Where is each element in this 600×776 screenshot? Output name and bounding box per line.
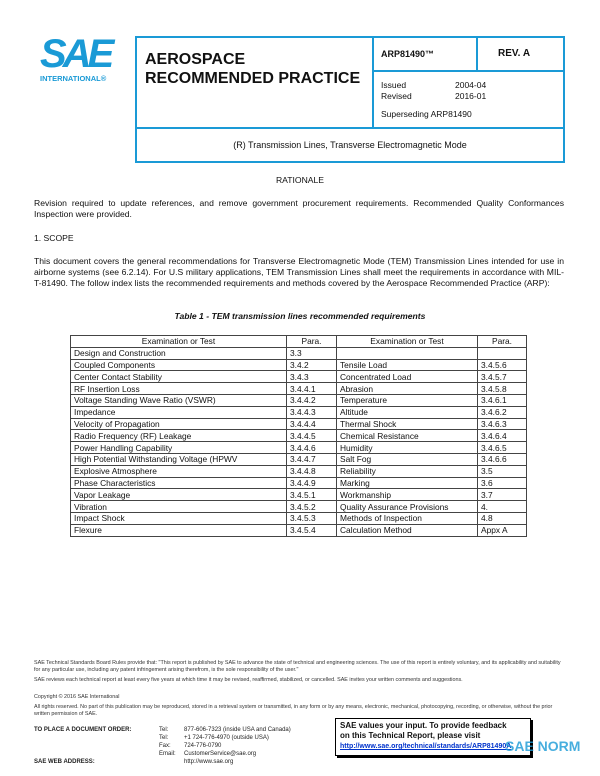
table-row bbox=[71, 465, 527, 477]
table-cell: Coupled Components bbox=[71, 359, 287, 371]
table-row bbox=[71, 371, 527, 383]
table-cell: Impedance bbox=[71, 406, 287, 418]
issued-label: Issued bbox=[381, 80, 407, 90]
column-header: Examination or Test bbox=[71, 336, 287, 348]
table-cell: Radio Frequency (RF) Leakage bbox=[71, 430, 287, 442]
table-cell: 3.3 bbox=[287, 347, 337, 359]
contact-row bbox=[159, 742, 291, 750]
table-cell: 3.4.5.4 bbox=[287, 524, 337, 536]
logo-subtext: INTERNATIONAL® bbox=[40, 74, 107, 83]
contact-value: +1 724-776-4970 (outside USA) bbox=[184, 735, 269, 741]
feedback-link[interactable]: http://www.sae.org/technical/standards/ARP81490A bbox=[340, 743, 512, 750]
table-cell: 3.4.4.3 bbox=[287, 406, 337, 418]
table-cell: Concentrated Load bbox=[337, 371, 478, 383]
table-cell: Chemical Resistance bbox=[337, 430, 478, 442]
superseding: Superseding ARP81490 bbox=[381, 109, 472, 119]
table-cell: Phase Characteristics bbox=[71, 477, 287, 489]
table-cell: 3.4.4.8 bbox=[287, 465, 337, 477]
table-cell: 3.7 bbox=[478, 489, 527, 501]
logo-text: SAE bbox=[40, 32, 111, 76]
table-row bbox=[71, 501, 527, 513]
order-info bbox=[34, 726, 291, 766]
rights-notice: All rights reserved. No part of this publication may be reproduced, stored in a retrieval system or transmitted, in any form or by any means, electronic, mechanical, photocopying, recording, or otherwise, without the prior written permission of SAE. bbox=[34, 704, 553, 717]
table-cell: 3.4.5.7 bbox=[478, 371, 527, 383]
table-cell: Velocity of Propagation bbox=[71, 418, 287, 430]
column-header: Examination or Test bbox=[337, 336, 478, 348]
contact-value: 877-606-7323 (inside USA and Canada) bbox=[184, 727, 291, 733]
table-cell: Flexure bbox=[71, 524, 287, 536]
table-cell: 3.4.6.6 bbox=[478, 453, 527, 465]
table-cell: Appx A bbox=[478, 524, 527, 536]
table-cell: Salt Fog bbox=[337, 453, 478, 465]
table-cell: 3.4.4.1 bbox=[287, 383, 337, 395]
table-cell: Center Contact Stability bbox=[71, 371, 287, 383]
order-label: TO PLACE A DOCUMENT ORDER: bbox=[34, 727, 132, 733]
table-cell: 3.4.4.5 bbox=[287, 430, 337, 442]
table-row bbox=[71, 512, 527, 524]
table-row bbox=[71, 347, 527, 359]
web-label: SAE WEB ADDRESS: bbox=[34, 759, 95, 765]
requirements-table bbox=[70, 335, 527, 537]
table-cell bbox=[337, 347, 478, 359]
contact-label: Email: bbox=[159, 751, 176, 757]
contact-row bbox=[159, 734, 291, 742]
title-line-2: RECOMMENDED PRACTICE bbox=[145, 70, 361, 87]
table-cell: Calculation Method bbox=[337, 524, 478, 536]
table-cell: 3.4.4.4 bbox=[287, 418, 337, 430]
contact-row bbox=[159, 750, 291, 758]
table-cell: Design and Construction bbox=[71, 347, 287, 359]
revised-label: Revised bbox=[381, 91, 412, 101]
table-row bbox=[71, 406, 527, 418]
table-cell: Explosive Atmosphere bbox=[71, 465, 287, 477]
table-row bbox=[71, 430, 527, 442]
table-cell: Impact Shock bbox=[71, 512, 287, 524]
table-cell: Abrasion bbox=[337, 383, 478, 395]
table-cell: 3.4.5.6 bbox=[478, 359, 527, 371]
contact-label: Tel: bbox=[159, 727, 169, 733]
table-cell: 3.4.4.6 bbox=[287, 442, 337, 454]
table-cell bbox=[478, 347, 527, 359]
table-row bbox=[71, 477, 527, 489]
copyright: Copyright © 2016 SAE International bbox=[34, 694, 120, 700]
table-row bbox=[71, 394, 527, 406]
feedback-line-2: on this Technical Report, please visit bbox=[340, 731, 481, 740]
table-caption: Table 1 - TEM transmission lines recommended requirements bbox=[174, 311, 426, 321]
table-row bbox=[71, 418, 527, 430]
table-cell: Reliability bbox=[337, 465, 478, 477]
table-cell: Altitude bbox=[337, 406, 478, 418]
table-cell: Quality Assurance Provisions bbox=[337, 501, 478, 513]
feedback-box bbox=[335, 718, 531, 756]
issued-value: 2004-04 bbox=[455, 80, 487, 90]
table-cell: Workmanship bbox=[337, 489, 478, 501]
scope-text: This document covers the general recommendations for Transverse Electromagnetic Mode (TEM) Transmission Lines intended for use in airborne systems (see 6.2.14). For U.S military applications, TEM Transmission Lines shall meet the requirements in accordance with MIL-T-81490. The follow index lists the recommended requirements and methods covered by the Aerospace Recommended Practice (ARP): bbox=[34, 256, 564, 288]
table-row bbox=[71, 524, 527, 536]
column-header: Para. bbox=[478, 336, 527, 348]
watermark: SAE NORM bbox=[505, 738, 581, 754]
table-cell: 3.4.3 bbox=[287, 371, 337, 383]
rationale-heading: RATIONALE bbox=[275, 175, 325, 185]
revised-value: 2016-01 bbox=[455, 91, 487, 101]
table-cell: Voltage Standing Wave Ratio (VSWR) bbox=[71, 394, 287, 406]
table-cell: High Potential Withstanding Voltage (HPWV bbox=[71, 453, 287, 465]
revision: REV. A bbox=[478, 38, 563, 72]
feedback-line-1: SAE values your input. To provide feedback bbox=[340, 721, 507, 730]
table-cell: Power Handling Capability bbox=[71, 442, 287, 454]
contact-value: CustomerService@sae.org bbox=[184, 751, 257, 757]
column-header: Para. bbox=[287, 336, 337, 348]
document-dates bbox=[374, 72, 563, 129]
table-cell: 3.4.6.5 bbox=[478, 442, 527, 454]
table-cell: Vapor Leakage bbox=[71, 489, 287, 501]
table-cell: 3.4.6.4 bbox=[478, 430, 527, 442]
footer-disclaimer: SAE Technical Standards Board Rules provide that: "This report is published by SAE to advance the state of technical and engineering sciences. The use of this report is entirely voluntary, and its applicability and suitability for any particular use, including any patent infringement arising therefrom, is the sole responsibility of the user." bbox=[34, 660, 561, 673]
table-cell: RF Insertion Loss bbox=[71, 383, 287, 395]
table-cell: 3.4.6.1 bbox=[478, 394, 527, 406]
table-cell: Marking bbox=[337, 477, 478, 489]
footer-review: SAE reviews each technical report at least every five years at which time it may be revised, reaffirmed, stabilized, or cancelled. SAE invites your written comments and suggestions. bbox=[34, 677, 463, 683]
table-cell: 3.4.5.1 bbox=[287, 489, 337, 501]
table-cell: 3.4.4.2 bbox=[287, 394, 337, 406]
scope-heading: 1. SCOPE bbox=[34, 233, 74, 243]
table-cell: 3.4.6.3 bbox=[478, 418, 527, 430]
table-cell: 3.4.4.9 bbox=[287, 477, 337, 489]
table-cell: 4. bbox=[478, 501, 527, 513]
table-cell: Tensile Load bbox=[337, 359, 478, 371]
table-row bbox=[71, 489, 527, 501]
table-cell: Vibration bbox=[71, 501, 287, 513]
table-cell: Thermal Shock bbox=[337, 418, 478, 430]
web-address[interactable]: http://www.sae.org bbox=[184, 759, 234, 765]
table-cell: 4.8 bbox=[478, 512, 527, 524]
contact-row bbox=[159, 726, 291, 734]
table-cell: Methods of Inspection bbox=[337, 512, 478, 524]
table-header-row bbox=[71, 336, 527, 348]
table-cell: 3.4.5.8 bbox=[478, 383, 527, 395]
table-row bbox=[71, 442, 527, 454]
contact-label: Tel: bbox=[159, 735, 169, 741]
table-cell: 3.5 bbox=[478, 465, 527, 477]
table-cell: 3.4.2 bbox=[287, 359, 337, 371]
table-cell: Humidity bbox=[337, 442, 478, 454]
table-row bbox=[71, 453, 527, 465]
document-number: ARP81490™ bbox=[374, 38, 478, 72]
document-header bbox=[135, 36, 565, 163]
title-line-1: AEROSPACE bbox=[145, 51, 246, 68]
table-cell: 3.4.4.7 bbox=[287, 453, 337, 465]
contact-label: Fax: bbox=[159, 743, 171, 749]
table-cell: 3.4.5.3 bbox=[287, 512, 337, 524]
rationale-text: Revision required to update references, and remove government procurement requirements. Recommended Quality Conformances Inspection were provided. bbox=[34, 198, 564, 219]
document-type bbox=[137, 38, 374, 129]
table-cell: 3.4.6.2 bbox=[478, 406, 527, 418]
table-row bbox=[71, 359, 527, 371]
document-subject: (R) Transmission Lines, Transverse Electromagnetic Mode bbox=[233, 140, 467, 150]
table-cell: 3.4.5.2 bbox=[287, 501, 337, 513]
table-cell: Temperature bbox=[337, 394, 478, 406]
table-cell: 3.6 bbox=[478, 477, 527, 489]
sae-logo bbox=[40, 32, 130, 83]
contact-value: 724-776-0790 bbox=[184, 743, 222, 749]
table-row bbox=[71, 383, 527, 395]
